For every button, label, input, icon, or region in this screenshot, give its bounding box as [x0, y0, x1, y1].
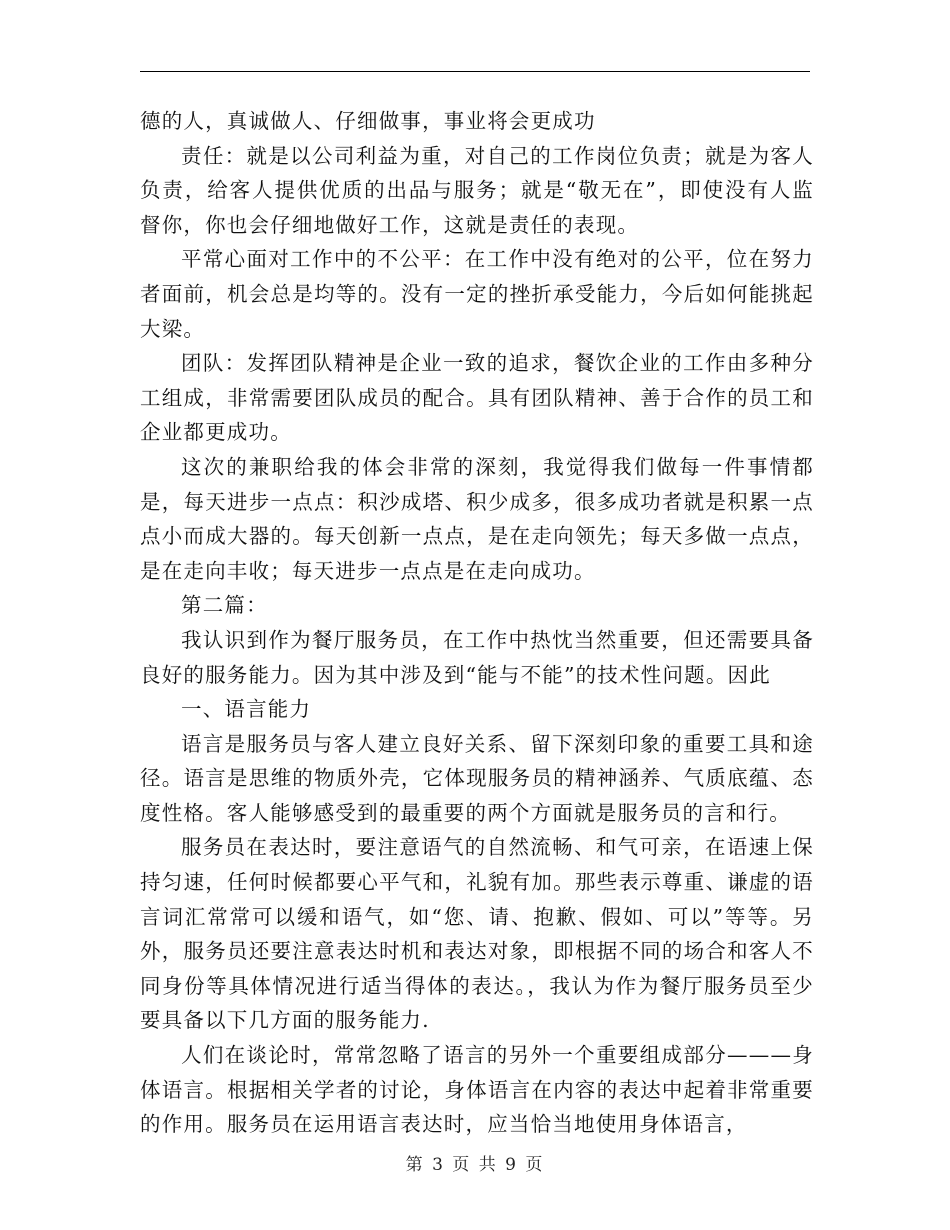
paragraph: 语言是服务员与客人建立良好关系、留下深刻印象的重要工具和途径。语言是思维的物质外壳，它体现服务员的精神涵养、气质底蕴、态度性格。客人能够感受到的最重要的两个方面就是服务员的言和行。: [140, 731, 814, 825]
paragraph: 这次的兼职给我的体会非常的深刻，我觉得我们做每一件事情都是，每天进步一点点：积沙成塔、积少成多，很多成功者就是积累一点点小而成大器的。每天创新一点点，是在走向领先；每天多做一点点，是在走向丰收；每天进步一点点是在走向成功。: [140, 454, 814, 583]
paragraph: 我认识到作为餐厅服务员，在工作中热忱当然重要，但还需要具备良好的服务能力。因为其中涉及到“能与不能”的技术性问题。因此: [140, 627, 814, 687]
subsection-heading: 一、语言能力: [181, 697, 312, 722]
document-body: [140, 104, 814, 1142]
paragraph: 平常心面对工作中的不公平：在工作中没有绝对的公平，位在努力者面前，机会总是均等的。没有一定的挫折承受能力，今后如何能挑起大梁。: [140, 247, 814, 341]
page-number: 第 3 页 共 9 页: [405, 1155, 545, 1175]
paragraph: 人们在谈论时，常常忽略了语言的另外一个重要组成部分———身体语言。根据相关学者的讨论，身体语言在内容的表达中起着非常重要的作用。服务员在运用语言表达时，应当恰当地使用身体语言，: [140, 1043, 814, 1137]
paragraph: 服务员在表达时，要注意语气的自然流畅、和气可亲，在语速上保持匀速，任何时候都要心平气和，礼貌有加。那些表示尊重、谦虚的语言词汇常常可以缓和语气，如“您、请、抱歉、假如、可以”等等。另外，服务员还要注意表达时机和表达对象，即根据不同的场合和客人不同身份等具体情况进行适当得体的表达。，我认为作为餐厅服务员至少要具备以下几方面的服务能力.: [140, 835, 814, 1033]
paragraph: 责任：就是以公司利益为重，对自己的工作岗位负责；就是为客人负责，给客人提供优质的出品与服务；就是“敬无在”，即使没有人监督你，你也会仔细地做好工作，这就是责任的表现。: [140, 143, 814, 237]
paragraph: 团队：发挥团队精神是企业一致的追求，餐饮企业的工作由多种分工组成，非常需要团队成员的配合。具有团队精神、善于合作的员工和企业都更成功。: [140, 351, 814, 445]
header-rule: [140, 71, 810, 72]
section-heading: 第二篇：: [181, 593, 268, 618]
paragraph: 德的人，真诚做人、仔细做事，事业将会更成功: [140, 109, 596, 133]
